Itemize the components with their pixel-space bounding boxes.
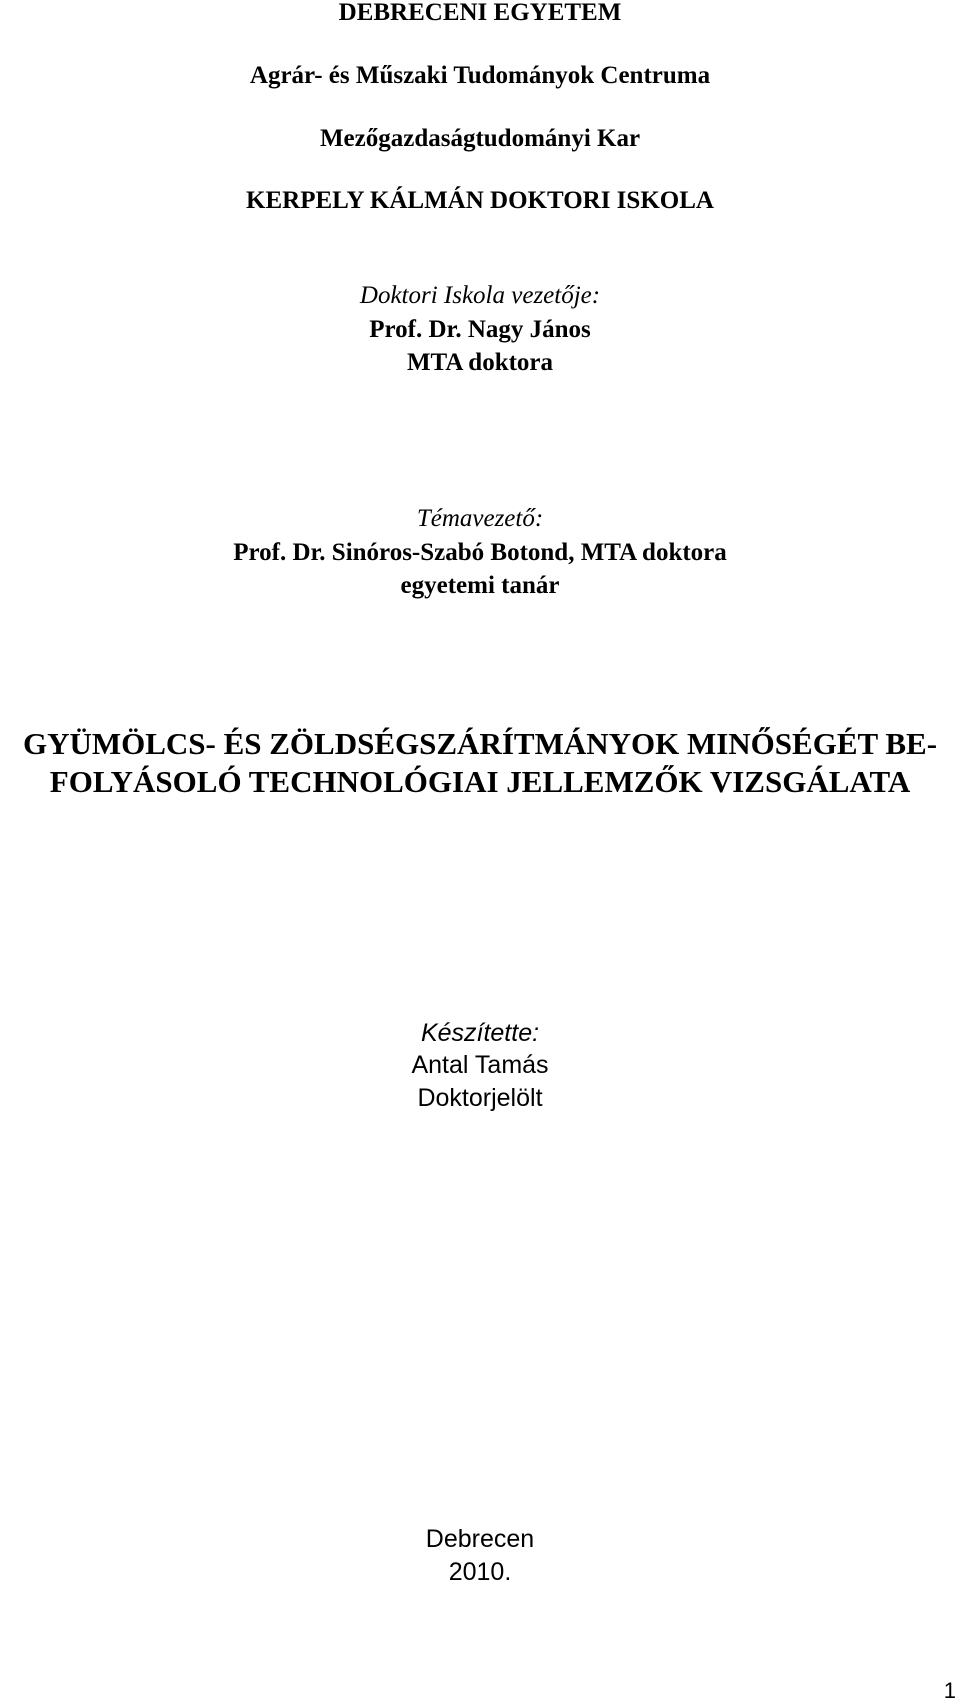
supervisor-name: Prof. Dr. Sinóros-Szabó Botond, MTA doktora bbox=[233, 539, 727, 566]
author-label: Készítette: bbox=[420, 1019, 540, 1047]
supervisor-title: egyetemi tanár bbox=[400, 572, 560, 599]
author-role: Doktorjelölt bbox=[417, 1084, 543, 1112]
school-head-title: MTA doktora bbox=[406, 349, 554, 376]
doctoral-school-name: KERPELY KÁLMÁN DOKTORI ISKOLA bbox=[246, 187, 714, 214]
centre-name: Agrár- és Műszaki Tudományok Centruma bbox=[249, 62, 711, 89]
year: 2010. bbox=[448, 1558, 512, 1586]
thesis-title-line-2: FOLYÁSOLÓ TECHNOLÓGIAI JELLEMZŐK VIZSGÁLATA bbox=[49, 764, 911, 799]
university-name: DEBRECENI EGYETEM bbox=[338, 0, 622, 26]
supervisor-label: Témavezető: bbox=[416, 505, 544, 532]
author-name: Antal Tamás bbox=[411, 1051, 549, 1079]
school-head-label: Doktori Iskola vezetője: bbox=[359, 282, 601, 309]
city: Debrecen bbox=[425, 1525, 535, 1553]
school-head-name: Prof. Dr. Nagy János bbox=[369, 316, 591, 343]
thesis-title-line-1: GYÜMÖLCS- ÉS ZÖLDSÉGSZÁRÍTMÁNYOK MINŐSÉGÉT BE- bbox=[22, 726, 938, 761]
page-number: 1 bbox=[943, 1678, 956, 1703]
faculty-name: Mezőgazdaságtudományi Kar bbox=[319, 125, 641, 152]
